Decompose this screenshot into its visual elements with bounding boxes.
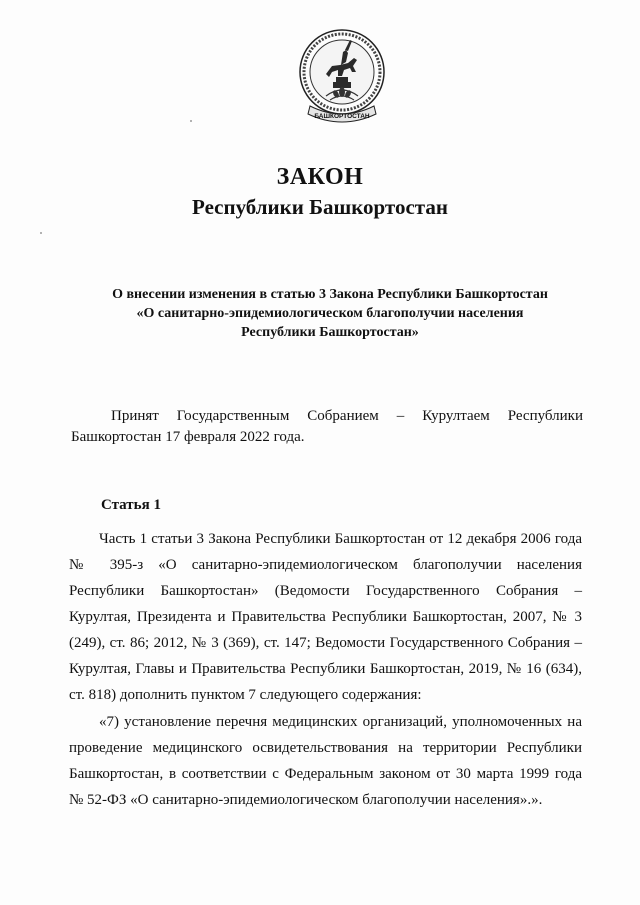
article-line: ст. 818) дополнить пунктом 7 следующего содержания:	[69, 687, 422, 703]
adoption-statement	[71, 406, 583, 448]
quote-line: Башкортостан, в соответствии с Федеральным законом от 30 марта 1999 года	[69, 766, 582, 782]
adoption-line-2: Башкортостан 17 февраля 2022 года.	[71, 429, 305, 445]
article-heading: Статья 1	[101, 497, 161, 513]
quote-line: проведение медицинского освидетельствования на территории Республики	[69, 740, 582, 756]
law-name-line-2: «О санитарно-эпидемиологическом благополучии населения	[136, 306, 524, 321]
article-line: Республики Башкортостан» (Ведомости Государственного Собрания –	[69, 583, 582, 599]
article-line: (249), ст. 86; 2012, № 3 (369), ст. 147; Ведомости Государственного Собрания –	[69, 635, 582, 651]
scan-speck	[190, 120, 192, 122]
page-subtitle: Республики Башкортостан	[192, 195, 448, 219]
article-line: Курултая, Президента и Правительства Республики Башкортостан, 2007, № 3	[69, 609, 582, 625]
emblem-ribbon-text: БАШКОРТОСТАН	[314, 113, 370, 120]
law-name-line-3: Республики Башкортостан»	[241, 325, 419, 340]
adoption-line-1: Принят Государственным Собранием – Курултаем Республики	[111, 408, 583, 424]
article-quote	[69, 709, 582, 813]
article-line: Курултая, Главы и Правительства Республики Башкортостан, 2019, № 16 (634),	[69, 661, 582, 677]
bashkortostan-coat-of-arms-icon	[296, 22, 388, 130]
article-body	[69, 526, 582, 708]
article-line: Часть 1 статьи 3 Закона Республики Башкортостан от 12 декабря 2006 года	[99, 531, 582, 547]
law-name	[60, 285, 600, 342]
article-line: № 395-з «О санитарно-эпидемиологическом благополучии населения	[69, 557, 582, 573]
page-title: ЗАКОН	[276, 164, 364, 190]
scan-speck	[40, 232, 42, 234]
law-name-line-1: О внесении изменения в статью 3 Закона Республики Башкортостан	[112, 287, 548, 302]
quote-line: № 52-ФЗ «О санитарно-эпидемиологическом благополучии населения».».	[69, 792, 543, 808]
quote-line: «7) установление перечня медицинских организаций, уполномоченных на	[99, 714, 582, 730]
